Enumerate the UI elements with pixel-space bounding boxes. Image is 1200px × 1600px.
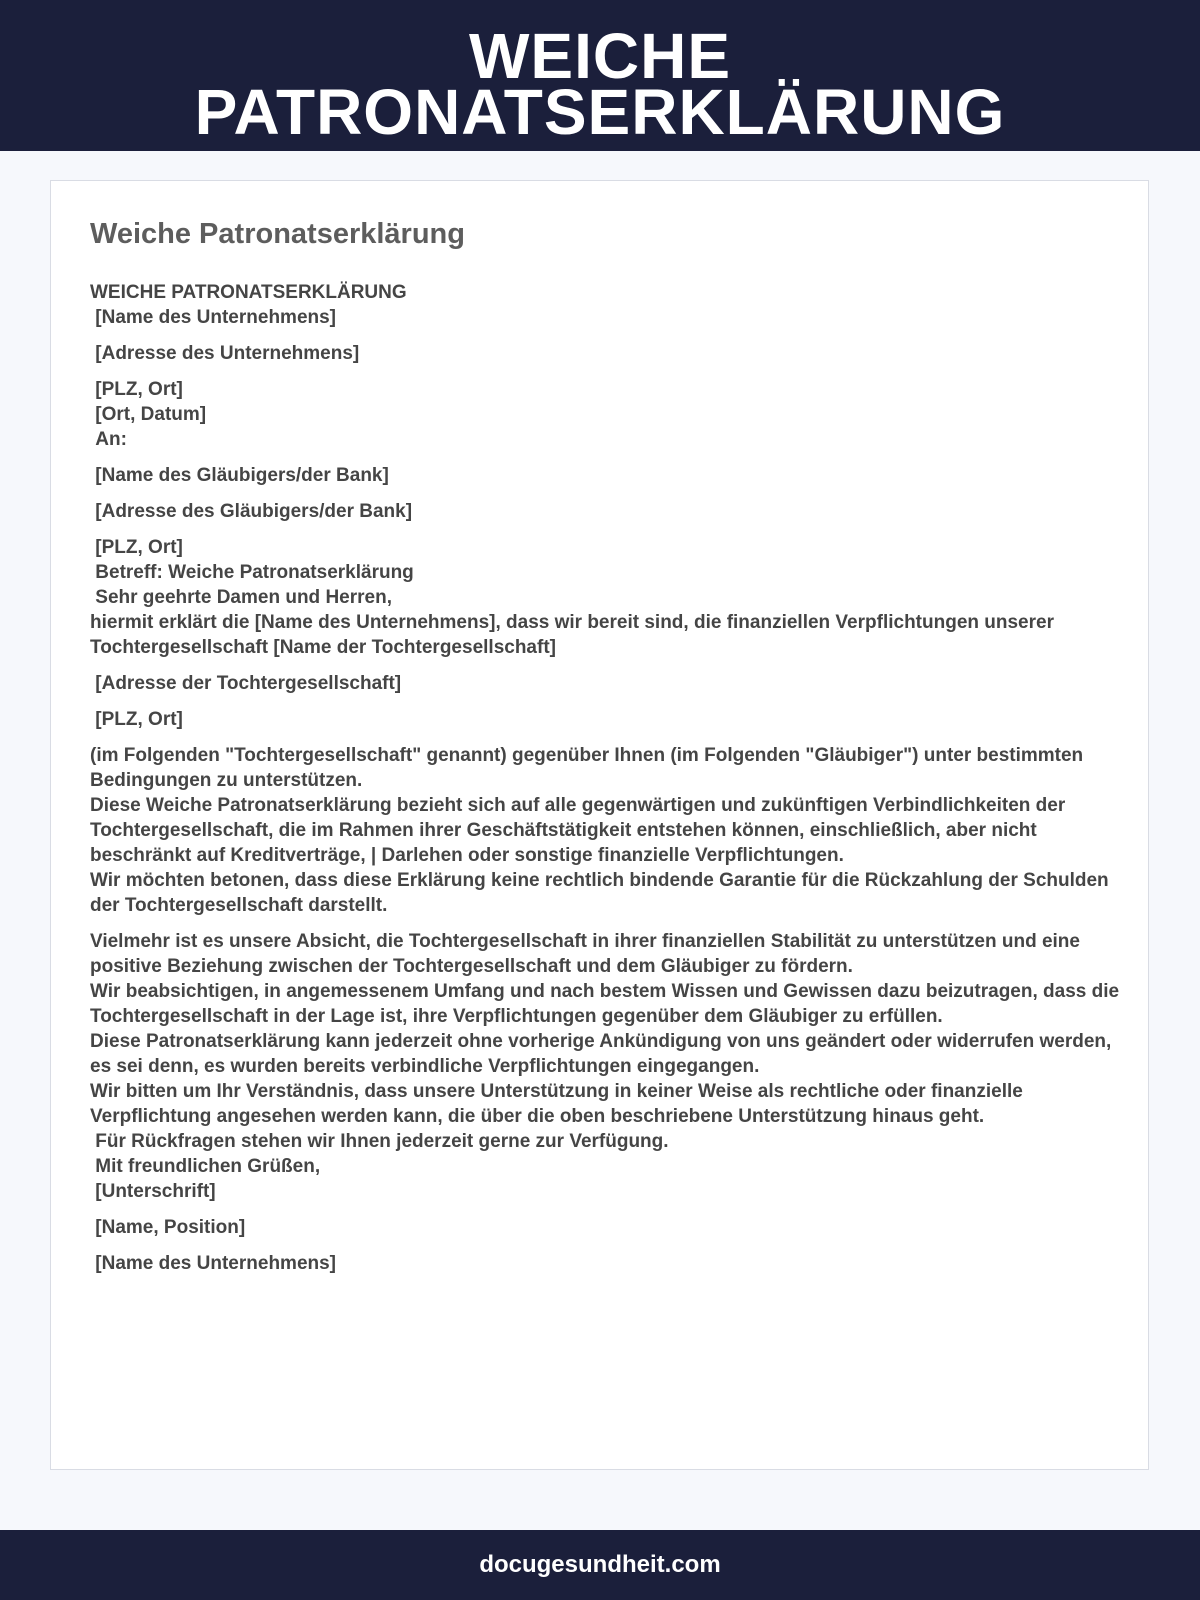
document-line: [Name des Gläubigers/der Bank] xyxy=(90,465,389,486)
page-header xyxy=(0,0,1200,151)
document-line: Vielmehr ist es unsere Absicht, die Tochtergesellschaft in ihrer finanziellen Stabilität zu unterstützen und eine positive Beziehung zwischen der Tochtergesellschaft und dem Gläubiger zu fördern. xyxy=(90,931,1086,977)
document-line: Diese Weiche Patronatserklärung bezieht sich auf alle gegenwärtigen und zukünftigen Verbindlichkeiten der Tochtergesellschaft, die im Rahmen ihrer Geschäftstätigkeit entstehen können, einschließlich, aber nicht beschränkt auf Kreditverträge, | Darlehen oder sonstige finanzielle Verpflichtungen. xyxy=(90,795,1071,866)
document-line: WEICHE PATRONATSERKLÄRUNG xyxy=(90,282,407,303)
document-line: Diese Patronatserklärung kann jederzeit ohne vorherige Ankündigung von uns geändert oder widerrufen werden, es sei denn, es wurden bereits verbindliche Verpflichtungen eingegangen. xyxy=(90,1031,1117,1077)
page-footer xyxy=(0,1530,1200,1600)
document-line: [Name des Unternehmens] xyxy=(90,1253,337,1274)
footer-site-name[interactable]: docugesundheit.com xyxy=(479,1551,721,1578)
document-line: [Adresse des Unternehmens] xyxy=(90,343,360,364)
document-line: Sehr geehrte Damen und Herren, xyxy=(90,587,392,608)
document-line: Wir beabsichtigen, in angemessenem Umfang und nach bestem Wissen und Gewissen dazu beizutragen, dass die Tochtergesellschaft in der Lage ist, ihre Verpflichtungen gegenüber dem Gläubiger zu erfüllen. xyxy=(90,981,1125,1027)
header-title xyxy=(0,0,1200,148)
document-line: [PLZ, Ort] xyxy=(90,379,183,400)
document-line: Mit freundlichen Grüßen, xyxy=(90,1156,321,1177)
header-title-line-2: PATRONATSERKLÄRUNG xyxy=(194,76,1006,148)
document-line: Betreff: Weiche Patronatserklärung xyxy=(90,562,414,583)
document-line: [Ort, Datum] xyxy=(90,404,207,425)
document-line: Wir möchten betonen, dass diese Erklärung keine rechtlich bindende Garantie für die Rückzahlung der Schulden der Tochtergesellschaft darstellt. xyxy=(90,870,1114,916)
document-line: (im Folgenden "Tochtergesellschaft" genannt) gegenüber Ihnen (im Folgenden "Gläubiger") unter bestimmten Bedingungen zu unterstützen. xyxy=(90,745,1089,791)
document-line: An: xyxy=(90,429,127,450)
document-line: hiermit erklärt die [Name des Unternehmens], dass wir bereit sind, die finanziellen Verpflichtungen unserer Tochtergesellschaft [Name der Tochtergesellschaft] xyxy=(90,612,1060,658)
document-line: [Adresse der Tochtergesellschaft] xyxy=(90,673,402,694)
document-line: [PLZ, Ort] xyxy=(90,709,183,730)
document-body xyxy=(90,280,1125,1276)
document-title: Weiche Patronatserklärung xyxy=(90,218,465,250)
document-line: [Name des Unternehmens] xyxy=(90,307,337,328)
document-line: [Name, Position] xyxy=(90,1217,246,1238)
document-line: [PLZ, Ort] xyxy=(90,537,183,558)
document-card xyxy=(50,180,1149,1470)
document-line: [Adresse des Gläubigers/der Bank] xyxy=(90,501,413,522)
document-line: Wir bitten um Ihr Verständnis, dass unsere Unterstützung in keiner Weise als rechtliche oder finanzielle Verpflichtung angesehen werden kann, die über die oben beschriebene Unterstützung hinaus geht. xyxy=(90,1081,1029,1127)
header-title-line-1: WEICHE xyxy=(469,20,731,92)
document-line: Für Rückfragen stehen wir Ihnen jederzeit gerne zur Verfügung. xyxy=(90,1131,669,1152)
document-line: [Unterschrift] xyxy=(90,1181,216,1202)
